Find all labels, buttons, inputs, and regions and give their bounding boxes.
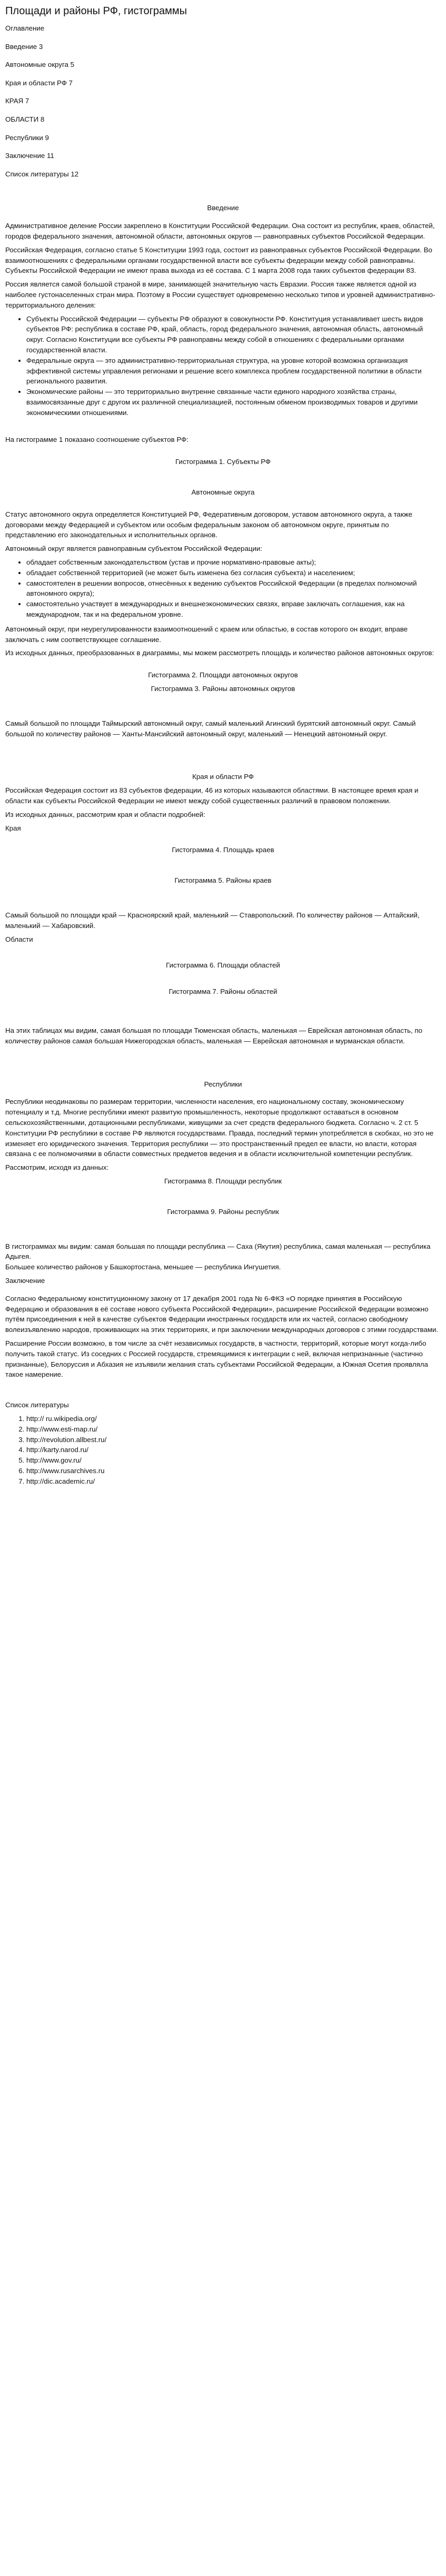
paragraph: В гистограммах мы видим: самая большая по площади республика — Саха (Якутия) республика, самая маленькая — республика Адыгея. (5, 1242, 431, 1261)
reference-link[interactable]: 1. http:// ru.wikipedia.org/ (26, 1414, 441, 1424)
histogram-caption: Гистограмма 8. Площади республик (164, 1177, 282, 1185)
reference-link[interactable]: 2. http://www.esti-map.ru/ (26, 1424, 441, 1435)
paragraph: Из исходных данных, рассмотрим края и области подробней: (5, 810, 205, 818)
toc-item[interactable]: Края и области РФ 7 (5, 78, 73, 87)
section-heading: Автономные округа (191, 488, 255, 497)
reference-link[interactable]: 5. http://www.gov.ru/ (26, 1455, 441, 1466)
histogram-caption: Гистограмма 2. Площади автономных округов (148, 671, 298, 679)
section-heading: Края и области РФ (192, 773, 254, 781)
histogram-caption: Гистограмма 5. Районы краев (174, 876, 272, 885)
paragraph: На гистограмме 1 показано соотношение субъектов РФ: (5, 436, 189, 444)
toc-item[interactable]: Республики 9 (5, 133, 49, 142)
document-title: Площади и районы РФ, гистограммы (5, 5, 187, 17)
list-item: • обладает собственной территорией (не может быть изменена без согласия субъекта) и населением; (26, 568, 441, 578)
reference-link[interactable]: 4. http://karty.narod.ru/ (26, 1445, 441, 1455)
toc-item[interactable]: Оглавление (5, 24, 45, 32)
paragraph: Самый большой по площади край — Красноярский край, маленький — Ставропольский. По количеству районов — Алтайский, маленький — Хабаровский. (5, 911, 420, 930)
list-item: • самостоятелен в решении вопросов, отнесённых к ведению субъектов Российской Федерации (в пределах полномочий автономного округа); (26, 578, 441, 599)
paragraph: Рассмотрим, исходя из данных: (5, 1163, 109, 1172)
list-item: • самостоятельно участвует в международных и внешнеэкономических связях, вправе заключать соглашения, как на международном, так и на федеральном уровне. (26, 599, 441, 620)
list-item: • Субъекты Российской Федерации — субъекты РФ образуют в совокупности РФ. Конституция устанавливает шесть видов субъектов РФ: республика в составе РФ, край, область, город федерального значения, автономная область, автономный округ. Согласно Конституции все субъекты РФ равноправны между собой в отношениях с федеральными органами государственной власти. (26, 314, 441, 356)
list-item: • обладает собственным законодательством (устав и прочие нормативно-правовые акты); (26, 557, 441, 568)
paragraph: Автономный округ, при неурегулированности взаимоотношений с краем или областью, в состав которого он входит, вправе заключать с ним соответствующее соглашение. (5, 625, 408, 644)
subheading: Области (5, 935, 33, 943)
reference-link[interactable]: 3. http://revolution.allbest.ru/ (26, 1435, 441, 1445)
toc-item[interactable]: Введение 3 (5, 42, 43, 51)
histogram-caption: Гистограмма 7. Районы областей (169, 988, 277, 996)
paragraph: Расширение России возможно, в том числе за счёт независимых государств, в частности, территорий, которые могут когда-либо получить такой статус. Из соседних с Россией государств, стремящимися к интеграции с ней, включая непризнанные (частично признанные), Белоруссия и Абхазия не изъявили желания стать субъектами Российской Федерации, а Южная Осетия проявляла такое намерение. (5, 1339, 428, 1379)
paragraph: Автономный округ является равноправным субъектом Российской Федерации: (5, 545, 263, 553)
section-heading: Республики (204, 1080, 242, 1088)
paragraph: Большее количество районов у Башкортостана, меньшее — республика Ингушетия. (5, 1263, 281, 1271)
paragraph: Российская Федерация состоит из 83 субъектов федерации, 46 из которых называются областями. В настоящее время края и области как субъекты Российской Федерации не имеют между собой существенных различий в правовом положении. (5, 786, 419, 805)
paragraph: Согласно Федеральному конституционному закону от 17 декабря 2001 года № 6-ФКЗ «О порядке принятия в Российскую Федерацию и образования в её составе нового субъекта Российской Федерации», расширение Российской Федерации возможно путём присоединения к ней в качестве субъектов Федерации иностранных государств или их частей, согласно свободному волеизъявлению народов, проживающих на этих территориях, и при заключении международных договоров с этими государствами. (5, 1294, 439, 1334)
histogram-caption: Гистограмма 9. Районы республик (167, 1207, 279, 1216)
histogram-caption: Гистограмма 6. Площади областей (166, 961, 280, 970)
references-list (5, 1414, 441, 1487)
intro-heading: Введение (207, 204, 239, 212)
paragraph: Статус автономного округа определяется Конституцией РФ, Федеративным договором, уставом автономного округа, а также договорами между Федерацией и субъектом или особым федеральным законом об автономном округе, принятым по представлению его законодательных и исполнительных органов. (5, 510, 413, 539)
histogram-caption: Гистограмма 4. Площадь краев (172, 846, 274, 854)
paragraph: Россия является самой большой страной в мире, занимающей значительную часть Евразии. Россия также является одной из наиболее густонаселенных стран мира. Поэтому в России существует одновременно несколько типов и уровней административно-территориального деления: (5, 280, 435, 309)
paragraph: Административное деление России закреплено в Конституции Российской Федерации. Она состоит из республик, краев, областей, городов федерального значения, автономной области, автономных округов — равноправных субъектов Российской Федерации. (5, 222, 435, 240)
toc-item[interactable]: ОБЛАСТИ 8 (5, 115, 45, 123)
paragraph: Самый большой по площади Таймырский автономный округ, самый маленький Агинский бурятский автономный округ. Самый большой по количеству районов — Ханты-Мансийский автономный округ, маленький — Ненецкий автономный округ. (5, 719, 416, 738)
toc-item[interactable]: КРАЯ 7 (5, 97, 29, 105)
list-item: • Федеральные округа — это административно-территориальная структура, на уровне которой возможна организация эффективной системы управления регионами и решение всего комплекса проблем государственной политики в области регионального развития. (26, 356, 441, 387)
paragraph: Республики неодинаковы по размерам территории, численности населения, его национальному составу, экономическому потенциалу и т.д. Многие республики имеют развитую промышленность, некоторые продолжают оставаться в основном сельскохозяйственными, дотационными республиками, живущими за счет средств федерального бюджета. Согласно ч. 2 ст. 5 Конституции РФ республики в составе РФ являются государствами. Правда, последний термин употребляется в скобках, но это не изменяет его юридического значения. Территория республики — это пространственный предел ее власти, но власти, которая связана с ее полномочиями в области совместных предметов ведения и в области исключительной компетенции республик. (5, 1098, 434, 1158)
paragraph: Из исходных данных, преобразованных в диаграммы, мы можем рассмотреть площадь и количество районов автономных округов: (5, 649, 434, 657)
reference-link[interactable]: 7. http://dic.academic.ru/ (26, 1476, 441, 1487)
section-heading: Список литературы (5, 1401, 69, 1409)
toc-item[interactable]: Заключение 11 (5, 152, 54, 160)
list-item: • Экономические районы — это территориально внутренне связанные части единого народного хозяйства страны, взаимосвязанные друг с другом их различной специализацией, постоянным обменом производимых товаров и другими экономическими отношениями. (26, 387, 441, 418)
subheading: Края (5, 824, 21, 832)
reference-link[interactable]: 6. http://www.rusarchives.ru (26, 1466, 441, 1476)
paragraph: На этих таблицах мы видим, самая большая по площади Тюменская область, маленькая — Еврейская автономная область, по количеству районов самая большая Нижегородская область, маленькая — Еврейская автономная и мурманская области. (5, 1026, 423, 1045)
paragraph: Российская Федерация, согласно статье 5 Конституции 1993 года, состоит из равноправных субъектов Российской Федерации. Во взаимоотношениях с федеральными органами государственной власти все субъекты федерации между собой равноправны. Субъекты Российской Федерации не имеют права выхода из её состава. С 1 марта 2008 года таких субъектов федерации 83. (5, 245, 432, 275)
bullet-list (5, 314, 441, 418)
bullet-list (5, 557, 441, 620)
toc-item[interactable]: Список литературы 12 (5, 170, 79, 178)
table-of-contents (5, 23, 441, 180)
histogram-caption: Гистограмма 3. Районы автономных округов (151, 685, 295, 693)
histogram-caption: Гистограмма 1. Субъекты РФ (175, 458, 271, 466)
toc-item[interactable]: Автономные округа 5 (5, 61, 74, 69)
section-heading: Заключение (5, 1276, 45, 1285)
